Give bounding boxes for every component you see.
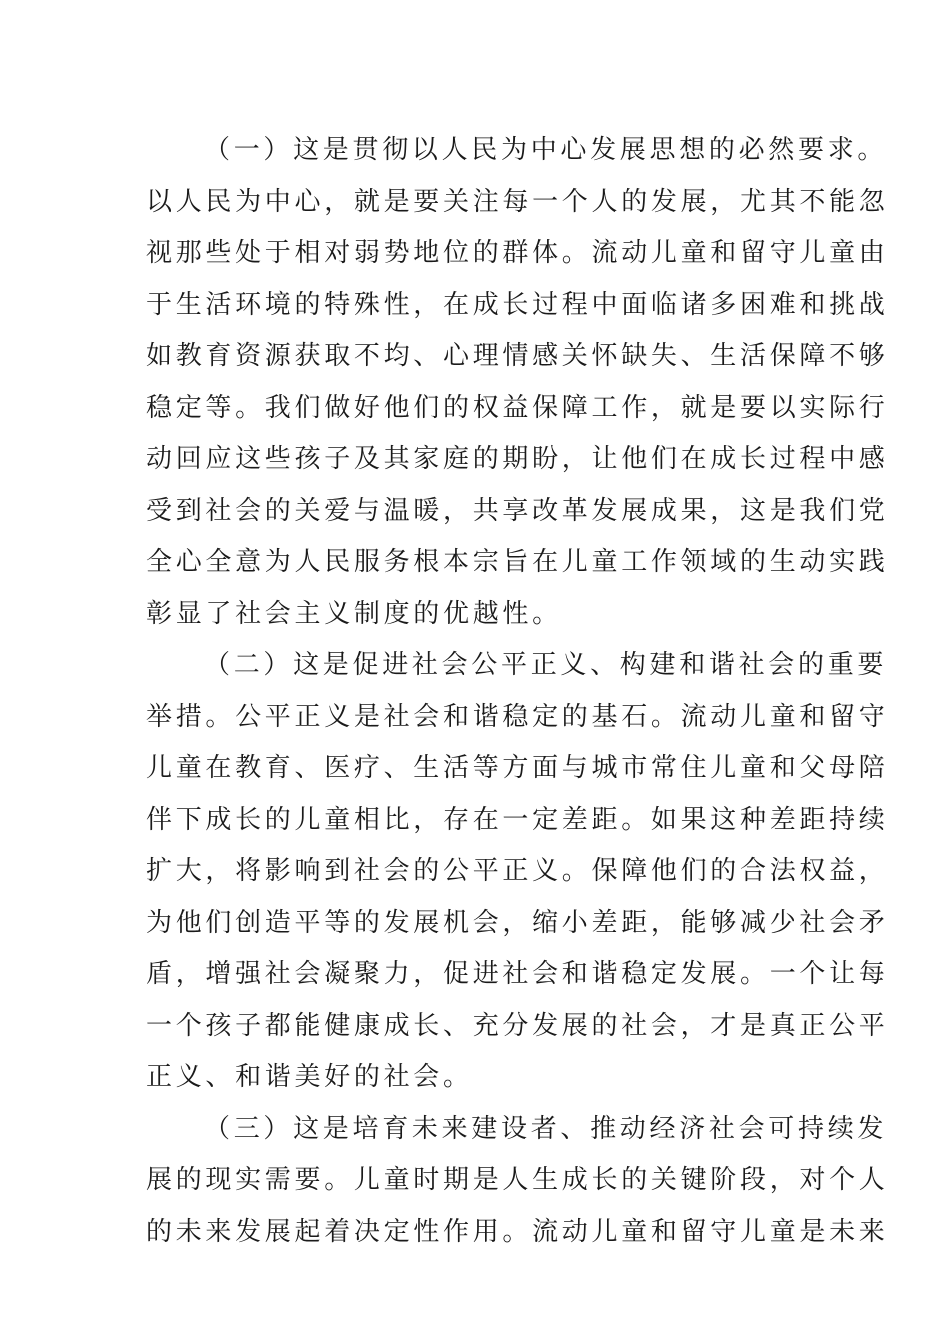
paragraph-line: 举措。公平正义是社会和谐稳定的基石。流动儿童和留守 bbox=[146, 701, 889, 732]
paragraph-3 bbox=[146, 1104, 889, 1259]
paragraph-line: （一）这是贯彻以人民为中心发展思想的必然要求。 bbox=[204, 135, 888, 165]
paragraph-line: 盾，增强社会凝聚力，促进社会和谐稳定发展。一个让每 bbox=[146, 959, 889, 989]
paragraph-line: （二）这是促进社会公平正义、构建和谐社会的重要 bbox=[204, 650, 888, 680]
paragraph-line: 动回应这些孩子及其家庭的期盼，让他们在成长过程中感 bbox=[146, 444, 889, 474]
paragraph-line: 于生活环境的特殊性，在成长过程中面临诸多困难和挑战 bbox=[146, 289, 889, 320]
paragraph-line: 稳定等。我们做好他们的权益保障工作，就是要以实际行 bbox=[146, 392, 889, 423]
paragraph-line: 如教育资源获取不均、心理情感关怀缺失、生活保障不够 bbox=[146, 341, 889, 371]
paragraph-1 bbox=[146, 125, 889, 640]
paragraph-2 bbox=[146, 640, 889, 1104]
paragraph-line: 伴下成长的儿童相比，存在一定差距。如果这种差距持续 bbox=[146, 804, 889, 835]
paragraph-line: 视那些处于相对弱势地位的群体。流动儿童和留守儿童由 bbox=[146, 238, 889, 268]
paragraph-line: 以人民为中心，就是要关注每一个人的发展，尤其不能忽 bbox=[146, 186, 889, 217]
paragraph-line: 儿童在教育、医疗、生活等方面与城市常住儿童和父母陪 bbox=[146, 753, 889, 783]
paragraph-line: （三）这是培育未来建设者、推动经济社会可持续发 bbox=[204, 1113, 888, 1144]
paragraph-line: 受到社会的关爱与温暖，共享改革发展成果，这是我们党 bbox=[146, 495, 889, 526]
paragraph-line: 扩大，将影响到社会的公平正义。保障他们的合法权益， bbox=[146, 856, 889, 886]
paragraph-line: 为他们创造平等的发展机会，缩小差距，能够减少社会矛 bbox=[146, 907, 889, 938]
document-body bbox=[146, 125, 889, 1258]
paragraph-line: 彰显了社会主义制度的优越性。 bbox=[146, 598, 562, 629]
paragraph-line: 全心全意为人民服务根本宗旨在儿童工作领域的生动实践 bbox=[146, 547, 889, 577]
paragraph-line: 正义、和谐美好的社会。 bbox=[146, 1062, 473, 1092]
paragraph-line: 展的现实需要。儿童时期是人生成长的关键阶段，对个人 bbox=[146, 1165, 889, 1195]
paragraph-line: 一个孩子都能健康成长、充分发展的社会，才是真正公平 bbox=[146, 1010, 889, 1041]
paragraph-line: 的未来发展起着决定性作用。流动儿童和留守儿童是未来 bbox=[146, 1216, 889, 1247]
